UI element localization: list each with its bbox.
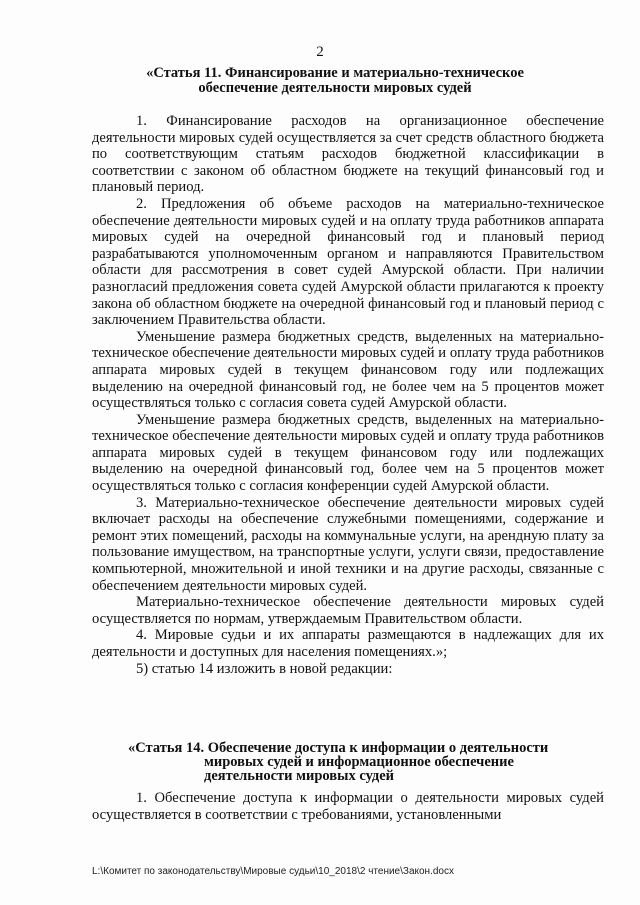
paragraph: 5) статью 14 изложить в новой редакции: — [136, 660, 393, 677]
article-14-title — [92, 741, 604, 783]
paragraph: 4. Мировые судьи и их аппараты размещаются в надлежащих для их деятельности и доступных для населения помещениях.»; — [92, 627, 604, 660]
paragraph: 2. Предложения об объеме расходов на материально-техническое обеспечение деятельности мировых судей и на оплату труда работников аппарата мировых судей на очередной финансовый год и плановый период разрабатываются уполномоченным органом и направляются Правительством области для рассмотрения в совет судей Амурской области. При наличии разногласий предложения совета судей Амурской области прилагаются к проекту закона об областном бюджете на очередной финансовый год и плановый период с заключением Правительства области. — [92, 195, 604, 329]
paragraph: 3. Материально-техническое обеспечение деятельности мировых судей включает расходы на обеспечение служебными помещениями, содержание и ремонт этих помещений, расходы на коммунальные услуги, на арендную плату за пользование имуществом, на транспортные услуги, услуги связи, предоставление компьютерной, множительной и иной техники и на другие расходы, связанные с обеспечением деятельности мировых судей. — [92, 494, 604, 594]
article-11-title: «Статья 11. Финансирование и материально-техническое обеспечение деятельности мировых судей — [146, 65, 524, 96]
article-14-title-line-2: мировых судей и информационное обеспечение — [204, 754, 514, 770]
paragraph: Уменьшение размера бюджетных средств, выделенных на материально-техническое обеспечение деятельности мировых судей и оплату труда работников аппарата мировых судей в текущем финансовом году или подлежащих выделению на очередной финансовый год, не более чем на 5 процентов может осуществляться только с согласия совета судей Амурской области. — [92, 328, 604, 412]
paragraph: Уменьшение размера бюджетных средств, выделенных на материально-техническое обеспечение деятельности мировых судей и оплату труда работников аппарата мировых судей в текущем финансовом году или подлежащих выделению на очередной финансовый год, более чем на 5 процентов может осуществляться только с согласия конференции судей Амурской области. — [92, 411, 604, 495]
article-14-title-line-3: деятельности мировых судей — [204, 768, 395, 784]
paragraph: 1. Финансирование расходов на организационное обеспечение деятельности мировых судей осуществляется за счет средств областного бюджета по соответствующим статьям расходов бюджетной классификации в соответствии с законом об областном бюджете на текущий финансовый год и плановый период. — [92, 113, 604, 196]
paragraph: Материально-техническое обеспечение деятельности мировых судей осуществляется по нормам, утверждаемым Правительством области. — [92, 594, 604, 627]
page-number: 2 — [316, 44, 324, 60]
article-11-body — [92, 113, 604, 677]
file-path-footer: L:\Комитет по законодательству\Мировые судьи\10_2018\2 чтение\Закон.docx — [92, 866, 454, 877]
article-14-title-line-1: «Статья 14. Обеспечение доступа к информации о деятельности — [128, 740, 549, 756]
article-14-body — [92, 790, 604, 823]
paragraph: 1. Обеспечение доступа к информации о деятельности мировых судей осуществляется в соответствии с требованиями, установленными — [92, 790, 604, 823]
